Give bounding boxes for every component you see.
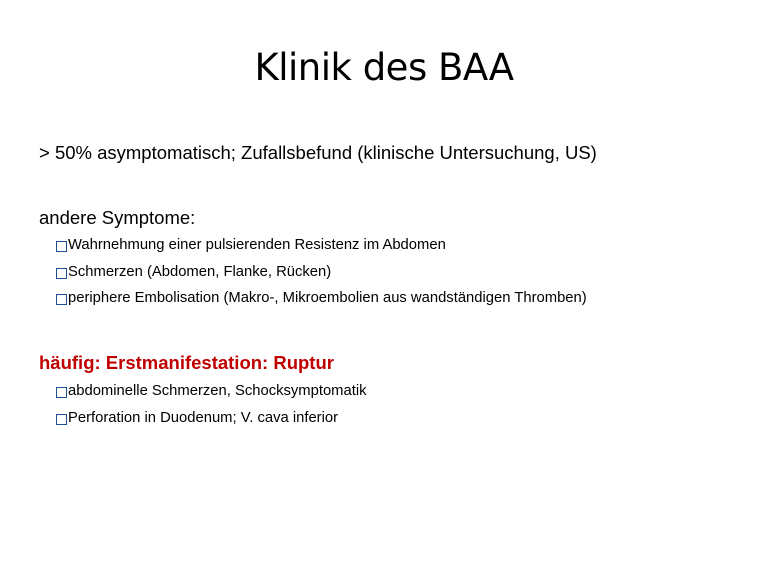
list-item-text: Perforation in Duodenum; V. cava inferior xyxy=(68,410,339,426)
list-item-text: periphere Embolisation (Makro-, Mikroembolien aus wandständigen Thromben) xyxy=(68,290,587,306)
square-box-icon xyxy=(56,241,67,252)
list-item-text: Wahrnehmung einer pulsierenden Resistenz im Abdomen xyxy=(68,237,446,253)
list-item xyxy=(56,410,338,428)
other-symptoms-heading: andere Symptome: xyxy=(39,207,196,228)
square-box-icon xyxy=(56,387,67,398)
list-item-text: abdominelle Schmerzen, Schocksymptomatik xyxy=(68,383,367,399)
square-box-icon xyxy=(56,268,67,279)
square-box-icon xyxy=(56,294,67,305)
square-box-icon xyxy=(56,414,67,425)
intro-text: > 50% asymptomatisch; Zufallsbefund (klinische Untersuchung, US) xyxy=(39,142,597,163)
list-item-text: Schmerzen (Abdomen, Flanke, Rücken) xyxy=(68,264,332,280)
list-item xyxy=(56,290,587,308)
slide-title: Klinik des BAA xyxy=(254,46,514,89)
rupture-heading: häufig: Erstmanifestation: Ruptur xyxy=(39,352,334,373)
list-item xyxy=(56,237,446,255)
list-item xyxy=(56,264,331,282)
list-item xyxy=(56,383,367,401)
